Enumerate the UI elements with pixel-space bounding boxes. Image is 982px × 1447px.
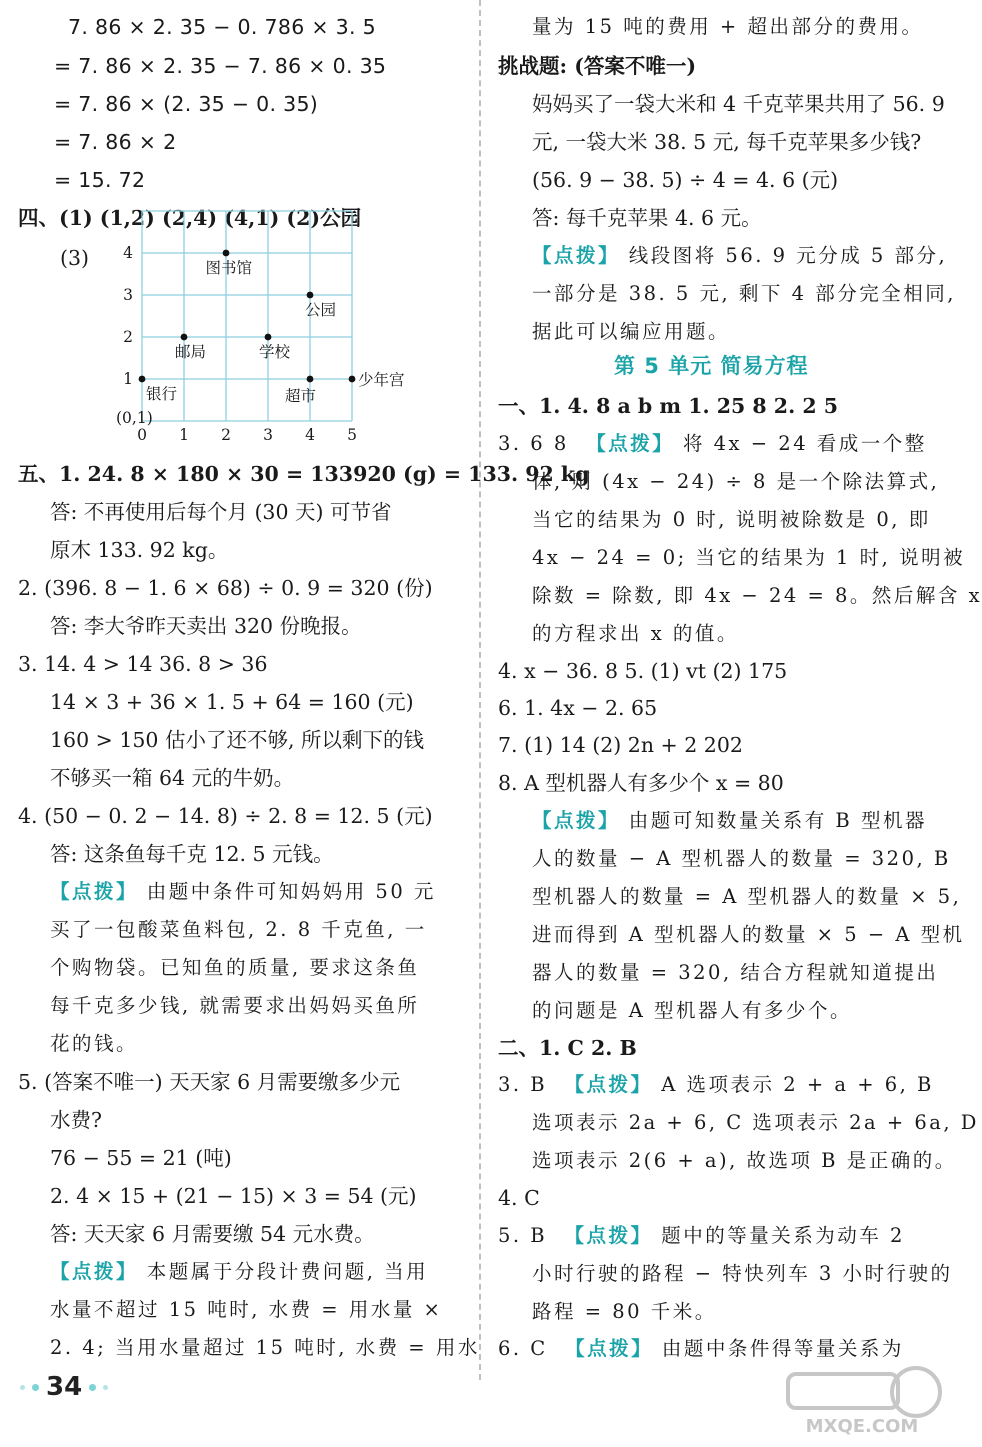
calc-line: = 7. 86 × 2. 35 − 7. 86 × 0. 35 (54, 54, 387, 78)
y-tick-label: 4 (123, 244, 133, 262)
calc-line: 7. 86 × 2. 35 − 0. 786 × 3. 5 (68, 15, 376, 39)
section-one-line: 一、1. 4. 8 a b m 1. 25 8 2. 2 5 (498, 394, 839, 418)
answer-line: 6. 1. 4x − 2. 65 (498, 696, 658, 720)
hint-text: A 选项表示 2 + a + 6, B (661, 1073, 934, 1096)
hint-line (532, 806, 927, 836)
x-tick-label: 5 (347, 426, 357, 444)
note-line: 每千克多少钱, 就需要求出妈妈买鱼所 (50, 994, 420, 1017)
hint-badge: 【点拨】 (565, 1337, 654, 1360)
answer-line: 答: 天天家 6 月需要缴 54 元水费。 (50, 1222, 375, 1246)
calc-line: 14 × 3 + 36 × 1. 5 + 64 = 160 (元) (50, 690, 414, 714)
place-point (265, 334, 272, 341)
note-line: 买了一包酸菜鱼料包, 2. 8 千克鱼, 一 (50, 918, 427, 941)
note-line: 个购物袋。已知鱼的质量, 要求这条鱼 (50, 956, 420, 979)
hint-line (532, 241, 947, 271)
hint-badge: 【点拨】 (586, 432, 675, 455)
answer-line: 4. x − 36. 8 5. (1) vt (2) 175 (498, 659, 788, 683)
answer-line: 8. A 型机器人有多少个 x = 80 (498, 771, 784, 795)
hint-badge: 【点拨】 (564, 1073, 653, 1096)
section-four-line: 四、(1) (1,2) (2,4) (4,1) (2)公园 (18, 206, 362, 230)
place-label: 学校 (258, 343, 290, 361)
note-line: 除数 = 除数, 即 4x − 24 = 8。然后解含 x (532, 584, 982, 607)
watermark-logo-icon (778, 1362, 946, 1438)
hint-line (498, 1221, 905, 1251)
hint-text: 将 4x − 24 看成一个整 (682, 432, 927, 455)
note-line: 小时行驶的路程 − 特快列车 3 小时行驶的 (532, 1262, 953, 1285)
decor-dot-icon (103, 1385, 108, 1390)
x-tick-label: 0 (137, 426, 147, 444)
text-line: 元, 一袋大米 38. 5 元, 每千克苹果多少钱? (532, 130, 922, 154)
challenge-heading: 挑战题: (答案不唯一) (498, 54, 697, 78)
hint-text: 线段图将 56. 9 元分成 5 部分, (628, 244, 948, 267)
hint-line (498, 429, 927, 459)
x-tick-label: 1 (179, 426, 189, 444)
problem-line: 4. (50 − 0. 2 − 14. 8) ÷ 2. 8 = 12. 5 (元) (18, 804, 433, 828)
note-line: 型机器人的数量 = A 型机器人的数量 × 5, (532, 885, 962, 908)
hint-badge: 【点拨】 (532, 809, 621, 832)
y-tick-label: 1 (123, 370, 133, 388)
calc-line: (56. 9 − 38. 5) ÷ 4 = 4. 6 (元) (532, 168, 839, 192)
x-tick-label: 3 (263, 426, 273, 444)
answer-line: 答: 李大爷昨天卖出 320 份晚报。 (50, 614, 362, 638)
answer-text: 6. C (498, 1337, 548, 1360)
answer-line: 答: 每千克苹果 4. 6 元。 (532, 206, 762, 230)
hint-badge: 【点拨】 (50, 1260, 139, 1283)
x-tick-label: 4 (305, 426, 315, 444)
section-five-line: 五、1. 24. 8 × 180 × 30 = 133920 (g) = 133. 92 kg (18, 462, 590, 486)
place-label: 邮局 (174, 343, 206, 361)
grid-places (139, 250, 405, 405)
watermark-text: MXQE.COM (805, 1416, 919, 1437)
answer-line: 7. (1) 14 (2) 2n + 2 202 (498, 733, 743, 757)
place-point (307, 376, 314, 383)
note-line: 体, 则 (4x − 24) ÷ 8 是一个除法算式, (532, 470, 940, 493)
note-line: 4x − 24 = 0; 当它的结果为 1 时, 说明被 (532, 546, 966, 569)
place-point (181, 334, 188, 341)
problem-line: 2. (396. 8 − 1. 6 × 68) ÷ 0. 9 = 320 (份) (18, 576, 433, 600)
place-point (307, 292, 314, 299)
x-tick-label: 2 (221, 426, 231, 444)
section-two-line: 二、1. C 2. B (498, 1036, 637, 1060)
page-footer (20, 1372, 108, 1402)
decor-dot-icon (32, 1384, 39, 1391)
hint-badge: 【点拨】 (50, 880, 139, 903)
text-line: 不够买一箱 64 元的牛奶。 (50, 766, 295, 790)
hint-text: 本题属于分段计费问题, 当用 (146, 1260, 429, 1283)
note-line: 人的数量 − A 型机器人的数量 = 320, B (532, 847, 951, 870)
note-line: 量为 15 吨的费用 + 超出部分的费用。 (532, 15, 924, 38)
text-line: 原木 133. 92 kg。 (50, 538, 229, 562)
hint-line (50, 877, 436, 907)
note-line: 据此可以编应用题。 (532, 320, 731, 343)
note-line: 2. 4; 当用水量超过 15 吨时, 水费 = 用水 (50, 1336, 480, 1359)
place-label: 图书馆 (205, 259, 252, 277)
note-line: 一部分是 38. 5 元, 剩下 4 部分完全相同, (532, 282, 956, 305)
text-line: 水费? (50, 1108, 102, 1132)
calc-line: = 7. 86 × (2. 35 − 0. 35) (54, 92, 319, 116)
hint-text: 由题中条件可知妈妈用 50 元 (146, 880, 436, 903)
note-line: 的问题是 A 型机器人有多少个。 (532, 999, 852, 1022)
calc-line: 2. 4 × 15 + (21 − 15) × 3 = 54 (元) (50, 1184, 417, 1208)
answer-line: 答: 这条鱼每千克 12. 5 元钱。 (50, 842, 334, 866)
text-line: 160 > 150 估小了还不够, 所以剩下的钱 (50, 728, 425, 752)
place-point (349, 376, 356, 383)
grid-question-label: (3) (60, 246, 90, 270)
problem-line: 3. 14. 4 > 14 36. 8 > 36 (18, 652, 268, 676)
hint-text: 由题可知数量关系有 B 型机器 (628, 809, 927, 832)
calc-line: = 15. 72 (54, 168, 146, 192)
place-label: 超市 (284, 387, 316, 405)
decor-dot-icon (20, 1385, 25, 1390)
calc-line: = 7. 86 × 2 (54, 130, 177, 154)
place-point (139, 376, 146, 383)
note-line: 选项表示 2(6 + a), 故选项 B 是正确的。 (532, 1149, 957, 1172)
note-line: 当它的结果为 0 时, 说明被除数是 0, 即 (532, 508, 931, 531)
place-label: 少年宫 (358, 371, 405, 389)
note-line: 进而得到 A 型机器人的数量 × 5 − A 型机 (532, 923, 965, 946)
place-point (223, 250, 230, 257)
hint-line (50, 1257, 428, 1287)
answer-text: 5. B (498, 1224, 548, 1247)
hint-badge: 【点拨】 (564, 1224, 653, 1247)
hint-text: 由题中条件得等量关系为 (661, 1337, 904, 1360)
problem-line: 5. (答案不唯一) 天天家 6 月需要缴多少元 (18, 1070, 401, 1094)
unit-title: 第 5 单元 简易方程 (614, 354, 809, 378)
note-line: 的方程求出 x 的值。 (532, 622, 739, 645)
answer-text: 3. 6 8 (498, 432, 569, 455)
y-tick-label: 2 (123, 328, 133, 346)
place-label: 公园 (304, 301, 336, 319)
note-line: 选项表示 2a + 6, C 选项表示 2a + 6a, D (532, 1111, 979, 1134)
page-number: 34 (46, 1372, 83, 1402)
coordinate-grid (116, 244, 430, 450)
note-line: 器人的数量 = 320, 结合方程就知道提出 (532, 961, 939, 984)
calc-line: 76 − 55 = 21 (吨) (50, 1146, 232, 1170)
answer-text: 3. B (498, 1073, 548, 1096)
note-line: 路程 = 80 千米。 (532, 1300, 717, 1323)
answer-line: 4. C (498, 1186, 540, 1210)
hint-text: 题中的等量关系为动车 2 (661, 1224, 905, 1247)
answer-line: 答: 不再使用后每个月 (30 天) 可节省 (50, 500, 392, 524)
hint-badge: 【点拨】 (532, 244, 621, 267)
hint-line (498, 1070, 934, 1100)
place-label: 银行 (146, 385, 178, 403)
decor-dot-icon (89, 1384, 96, 1391)
hint-line (498, 1334, 904, 1364)
text-line: 妈妈买了一袋大米和 4 千克苹果共用了 56. 9 (532, 92, 945, 116)
origin-point-label: (0,1) (116, 409, 153, 427)
column-divider (479, 0, 481, 1380)
note-line: 水量不超过 15 吨时, 水费 = 用水量 × (50, 1298, 443, 1321)
note-line: 花的钱。 (50, 1032, 139, 1055)
y-tick-label: 3 (123, 286, 133, 304)
